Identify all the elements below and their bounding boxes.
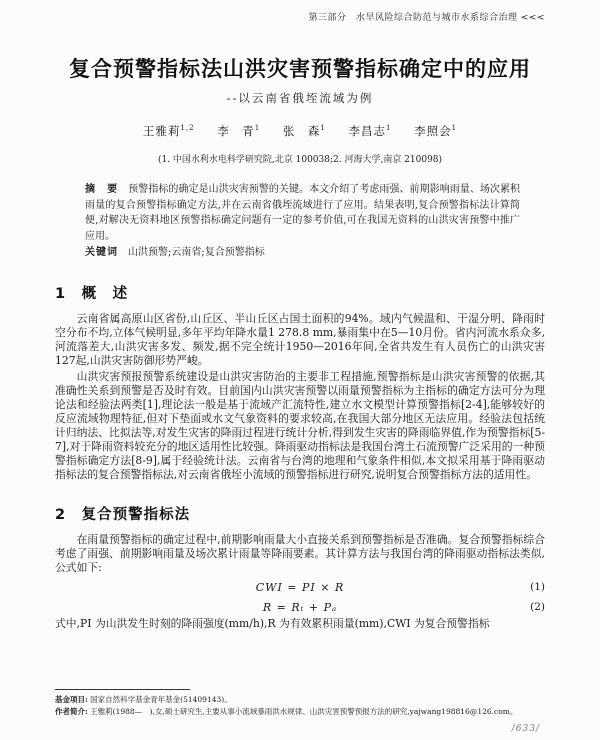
- authors-line: [55, 123, 545, 139]
- equation-1-expression: CWI = PI × R: [255, 580, 345, 594]
- section-1-paragraph: 山洪灾害预报预警系统建设是山洪灾害防治的主要非工程措施,预警指标是山洪灾害预警的依据,其准确性关系到预警是否及时有效。目前国内山洪灾害预警以雨量预警指标为主指标的确定方法可分为理论法和经验法两类[1],理论法一般是基于流域产汇流特性,建立水文模型计算预警指标[2-4],能够较好的反应流域物理特征,但对下垫面或水文气象资料的要求较高,在我国大部分地区无法应用。经验法包括统计归纳法、比拟法等,对发生灾害的降雨过程进行统计分析,得到发生灾害的降雨临界值,作为预警指标[5-7],对于降雨资料较充分的地区适用性比较强。降雨驱动指标法是我国台湾土石流预警广泛采用的一种预警指标确定方法[8-9],属于经验统计法。云南省与台湾的地理和气象条件相似,本文拟采用基于降雨驱动指标法的复合预警指标法,对云南省俄垤小流域的预警指标进行研究,说明复合预警指标方法的适用性。: [55, 369, 545, 481]
- equation-2-number: (2): [530, 600, 545, 613]
- abstract-paragraph: [85, 182, 520, 244]
- fund-label: 基金项目:: [55, 695, 88, 704]
- footnote-divider: [55, 689, 190, 690]
- author-affil-mark: 1: [385, 124, 392, 133]
- author-name: 张 森: [282, 124, 321, 138]
- author-affil-mark: 1: [451, 124, 458, 133]
- equation-explanation: 式中,PI 为山洪发生时刻的降雨强度(mm/h),R 为有效累积雨量(mm),CWI 为复合预警指标: [55, 616, 490, 630]
- author-affil-mark: 1,2: [180, 124, 195, 133]
- section-2-heading: 2 复合预警指标法: [55, 506, 191, 523]
- author-bio-footnote: [55, 706, 545, 717]
- fund-footnote: [55, 694, 545, 705]
- author: [143, 123, 195, 139]
- author-name: 李照会: [414, 124, 452, 138]
- fund-text: 国家自然科学基金青年基金(51409143)。: [87, 695, 232, 704]
- equation-1-number: (1): [530, 580, 545, 593]
- page-number: /633/: [511, 724, 540, 734]
- keywords-text: 山洪预警;云南省;复合预警指标: [128, 247, 265, 258]
- running-header: 第三部分 水旱风险综合防范与城市水系综合治理 <<<: [308, 13, 545, 23]
- author: [283, 123, 326, 139]
- abstract-block: [85, 182, 520, 261]
- author-name: 李昌志: [348, 124, 386, 138]
- affiliation-line: (1. 中国水利水电科学研究院,北京 100038;2. 河海大学,南京 210098): [157, 155, 443, 165]
- bio-text: 王雅莉(1988— ),女,硕士研究生,主要从事小流域暴雨洪水规律、山洪灾害预警预报方法的研究,yajwang198816@126.com。: [87, 707, 518, 716]
- footnote-block: [55, 689, 545, 718]
- keywords-label: 关键词: [85, 247, 118, 258]
- section-2-paragraph: 在雨量预警指标的确定过程中,前期影响雨量大小直接关系到预警指标是否准确。复合预警指标综合考虑了雨强、前期影响雨量及场次累计雨量等降雨要素。其计算方法与我国台湾的降雨驱动指标法类似,公式如下:: [55, 532, 545, 574]
- author: [348, 123, 391, 139]
- author-name: 王雅莉: [142, 124, 181, 138]
- paper-subtitle: --以云南省俄垤流域为例: [226, 91, 374, 105]
- section-1-paragraph: 云南省属高原山区省份,山丘区、半山丘区占国土面积的94%。域内气候温和、干湿分明、降雨时空分布不均,立体气候明显,多年平均年降水量1 278.8 mm,暴雨集中在5—10月份。省内河流水系众多,河流落差大,山洪灾害多发、频发,据不完全统计1950—2016年间,全省共发生有人员伤亡的山洪灾害127起,山洪灾害防御形势严峻。: [55, 311, 545, 367]
- author-affil-mark: 1: [320, 124, 326, 133]
- paper-title: 复合预警指标法山洪灾害预警指标确定中的应用: [69, 57, 531, 81]
- equation-2-expression: R = Rₜ + Pₐ: [262, 600, 338, 614]
- equation-1: [55, 580, 545, 595]
- abstract-label: 摘 要: [85, 184, 119, 195]
- equation-2: [55, 600, 545, 615]
- author-name: 李 青: [217, 124, 255, 138]
- author-affil-mark: 1: [254, 124, 261, 133]
- section-1-heading: 1 概 述: [55, 285, 129, 302]
- keywords-line: [85, 245, 520, 261]
- abstract-text: 预警指标的确定是山洪灾害预警的关键。本文介绍了考虑雨强、前期影响雨量、场次累积雨量的复合预警指标确定方法,并在云南省俄垤流域进行了应用。结果表明,复合预警指标法计算简便,对解决无资料地区预警指标确定问题有一定的参考价值,可在我国无资料的山洪灾害预警中推广应用。: [85, 184, 521, 242]
- author: [414, 123, 457, 139]
- bio-label: 作者简介:: [55, 707, 88, 716]
- author: [217, 123, 260, 139]
